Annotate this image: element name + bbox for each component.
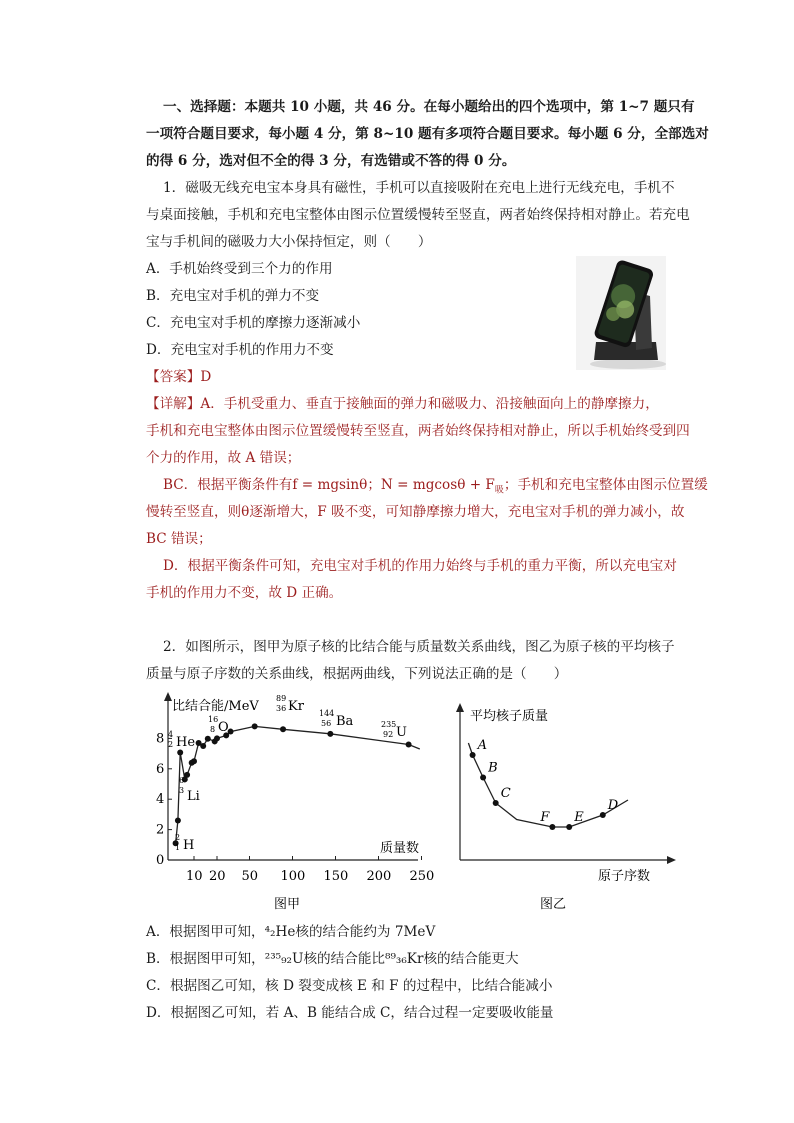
chart1-point bbox=[175, 817, 181, 823]
chart2-point-C bbox=[493, 800, 499, 806]
q1-detail-line-3: 个力的作用，故 A 错误； bbox=[146, 450, 301, 466]
q2-option-c: C．根据图乙可知，核 D 裂变成核 E 和 F 的过程中，比结合能减小 bbox=[146, 978, 553, 994]
phone-charger-image bbox=[576, 256, 666, 370]
kr-z: 36 bbox=[276, 704, 287, 713]
chart1-point bbox=[327, 731, 333, 737]
nuclide-labels bbox=[168, 694, 407, 853]
li-mass: 6 bbox=[179, 776, 185, 785]
h-z: 1 bbox=[175, 843, 181, 852]
chart2-xlabel: 原子序数 bbox=[598, 869, 651, 884]
y-tick-label: 2 bbox=[156, 822, 165, 838]
x-tick-label: 50 bbox=[241, 869, 259, 884]
chart2-point-label: F bbox=[540, 810, 550, 825]
o-sym: O bbox=[218, 720, 229, 735]
chart1-axes bbox=[164, 692, 418, 860]
chart2-point-label: A bbox=[477, 738, 487, 753]
he-sym: He bbox=[176, 735, 196, 750]
chart2-point-label: E bbox=[574, 810, 584, 825]
q1-option-c: C．充电宝对手机的摩擦力逐渐减小 bbox=[146, 315, 361, 331]
chart1-points bbox=[173, 723, 412, 846]
q2-option-b: B．根据图甲可知，²³⁵₉₂U核的结合能比⁸⁹₃₆Kr核的结合能更大 bbox=[146, 951, 519, 967]
chart1-ticks bbox=[156, 731, 434, 884]
q1-bc-line-2: 慢转至竖直，则θ逐渐增大，F 吸不变，可知静摩擦力增大，充电宝对手机的弹力减小，故 bbox=[146, 504, 685, 520]
chart1-point bbox=[177, 750, 183, 756]
q1-answer: 【答案】D bbox=[146, 369, 212, 385]
li-sym: Li bbox=[187, 789, 200, 804]
x-tick-label: 150 bbox=[323, 869, 349, 884]
chart1-ylabel: 比结合能/MeV bbox=[172, 699, 259, 714]
bc-formula: f = mgsinθ；N = mgcosθ + F bbox=[292, 477, 495, 493]
chart2-point-label: D bbox=[607, 798, 619, 813]
chart2-point-D bbox=[600, 812, 606, 818]
chart1-point bbox=[406, 741, 412, 747]
h-sym: H bbox=[183, 838, 195, 853]
chart2-point-F bbox=[549, 824, 555, 830]
chart-average-nucleon-mass bbox=[450, 700, 680, 915]
x-tick-label: 200 bbox=[366, 869, 392, 884]
q1-stem-3: 宝与手机间的磁吸力大小保持恒定，则（ ） bbox=[146, 234, 432, 250]
chart1-point bbox=[280, 726, 286, 732]
q1-bc-line-1 bbox=[163, 475, 708, 501]
x-tick-label: 100 bbox=[280, 869, 306, 884]
q1-stem-2: 与桌面接触，手机和充电宝整体由图示位置缓慢转至竖直，两者始终保持相对静止。若充电 bbox=[146, 207, 690, 223]
q1-option-b: B．充电宝对手机的弹力不变 bbox=[146, 288, 320, 304]
chart1-xlabel: 质量数 bbox=[380, 841, 420, 856]
chart2-point-E bbox=[566, 824, 572, 830]
q2-stem-2: 质量与原子序数的关系曲线，根据两曲线，下列说法正确的是（ ） bbox=[146, 666, 568, 682]
chart2-point-A bbox=[470, 752, 476, 758]
chart2-x-arrow bbox=[667, 856, 676, 864]
section-line-2: 一项符合题目要求，每小题 4 分，第 8~10 题有多项符合题目要求。每小题 6 分，全部选对 bbox=[146, 126, 709, 142]
detail-text: A．手机受重力、垂直于接触面的弹力和磁吸力、沿接触面向上的静摩擦力， bbox=[200, 396, 659, 412]
chart1-point bbox=[191, 758, 197, 764]
chart2-point-label: B bbox=[488, 760, 498, 776]
x-tick-label: 20 bbox=[209, 869, 226, 884]
q1-detail-line-2: 手机和充电宝整体由图示位置缓慢转至竖直，两者始终保持相对静止，所以手机始终受到四 bbox=[146, 423, 690, 439]
u-sym: U bbox=[396, 725, 407, 740]
chart1-point bbox=[214, 735, 220, 741]
q1-d-line-2: 手机的作用力不变，故 D 正确。 bbox=[146, 585, 343, 601]
u-mass: 235 bbox=[381, 720, 397, 729]
q1-option-d: D．充电宝对手机的作用力不变 bbox=[146, 342, 334, 358]
q1-stem-1: 1．磁吸无线充电宝本身具有磁性，手机可以直接吸附在充电上进行无线充电，手机不 bbox=[163, 180, 675, 196]
section-line-1: 一、选择题：本题共 10 小题，共 46 分。在每小题给出的四个选项中，第 1~7 题只有 bbox=[163, 99, 695, 115]
ba-z: 56 bbox=[321, 719, 332, 728]
x-tick-label: 250 bbox=[409, 869, 435, 884]
chart1-title: 图甲 bbox=[274, 897, 301, 912]
q1-d-line-1: D．根据平衡条件可知，充电宝对手机的作用力始终与手机的重力平衡，所以充电宝对 bbox=[163, 558, 677, 574]
chart1-y-arrow bbox=[164, 692, 172, 701]
y-tick-label: 6 bbox=[156, 761, 165, 777]
o-z: 8 bbox=[210, 725, 216, 734]
chart2-points bbox=[470, 738, 619, 830]
kr-mass: 89 bbox=[276, 694, 287, 703]
kr-sym: Kr bbox=[288, 699, 304, 714]
he-z: 2 bbox=[168, 740, 174, 749]
q2-option-d: D．根据图乙可知，若 A、B 能结合成 C，结合过程一定要吸收能量 bbox=[146, 1005, 554, 1021]
q2-stem-1: 2．如图所示，图甲为原子核的比结合能与质量数关系曲线，图乙为原子核的平均核子 bbox=[163, 639, 675, 655]
y-tick-label: 4 bbox=[156, 792, 165, 808]
bc-subscript: 吸 bbox=[494, 485, 504, 496]
chart1-point bbox=[252, 723, 258, 729]
section-line-3: 的得 6 分，选对但不全的得 3 分，有选错或不答的得 0 分。 bbox=[146, 153, 516, 169]
y-tick-label: 0 bbox=[156, 853, 165, 868]
y-tick-label: 8 bbox=[156, 731, 165, 747]
detail-tag: 【详解】 bbox=[146, 396, 201, 412]
q1-option-a: A．手机始终受到三个力的作用 bbox=[146, 261, 333, 277]
li-z: 3 bbox=[179, 786, 185, 795]
chart2-point-B bbox=[480, 775, 486, 781]
ba-mass: 144 bbox=[319, 709, 335, 718]
chart2-title: 图乙 bbox=[540, 897, 567, 912]
o-mass: 16 bbox=[208, 715, 219, 724]
bc-prefix: BC．根据平衡条件有 bbox=[163, 477, 293, 493]
chart1-point bbox=[184, 772, 190, 778]
he-mass: 4 bbox=[168, 730, 174, 739]
u-z: 92 bbox=[383, 730, 394, 739]
chart1-curve bbox=[176, 726, 420, 843]
chart2-y-arrow bbox=[456, 703, 464, 712]
chart1-point bbox=[200, 743, 206, 749]
chart1-point bbox=[205, 736, 211, 742]
q2-option-a: A．根据图甲可知，⁴₂He核的结合能约为 7MeV bbox=[146, 924, 436, 940]
x-tick-label: 10 bbox=[186, 869, 203, 884]
h-mass: 2 bbox=[175, 833, 181, 842]
ba-sym: Ba bbox=[336, 714, 354, 729]
chart2-ylabel: 平均核子质量 bbox=[470, 709, 549, 724]
q1-bc-line-3: BC 错误； bbox=[146, 531, 212, 547]
bc-suffix: ；手机和充电宝整体由图示位置缓 bbox=[503, 477, 708, 493]
q1-detail-line-1 bbox=[146, 394, 659, 414]
chart2-point-label: C bbox=[500, 786, 511, 801]
chart-binding-energy bbox=[148, 690, 435, 915]
